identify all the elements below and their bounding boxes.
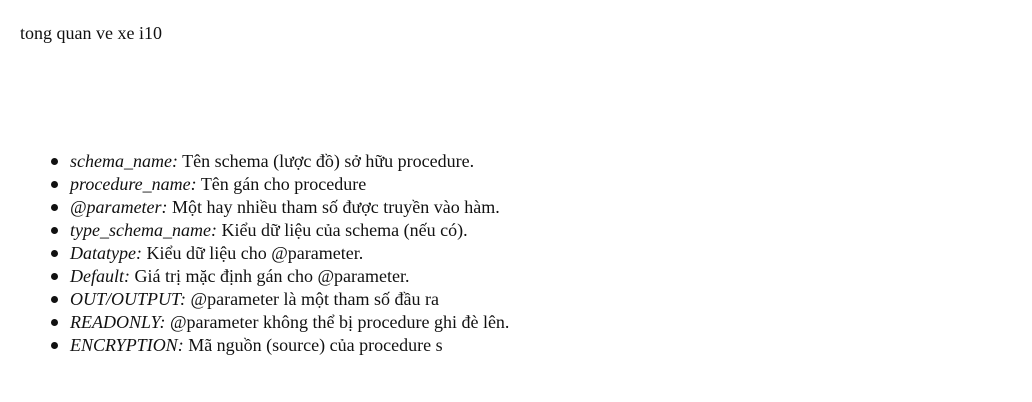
bullet-icon — [51, 296, 58, 303]
parameter-term: READONLY: — [70, 312, 166, 332]
bullet-icon — [51, 158, 58, 165]
parameter-term: Datatype: — [70, 243, 142, 263]
parameter-term: OUT/OUTPUT: — [70, 289, 187, 309]
bullet-icon — [51, 273, 58, 280]
parameter-term: type_schema_name: — [70, 220, 217, 240]
bullet-icon — [51, 204, 58, 211]
list-item-datatype — [70, 242, 509, 265]
bullet-icon — [51, 342, 58, 349]
list-item-schema-name — [70, 150, 509, 173]
parameter-description: Tên schema (lược đồ) sở hữu procedure. — [182, 151, 475, 171]
bullet-icon — [51, 181, 58, 188]
list-item-type-schema-name — [70, 219, 509, 242]
parameter-description: Giá trị mặc định gán cho @parameter. — [134, 266, 410, 286]
parameter-description: Tên gán cho procedure — [200, 174, 367, 194]
parameter-description: @parameter không thể bị procedure ghi đè lên. — [169, 312, 510, 332]
parameter-description: Mã nguồn (source) của procedure s — [188, 335, 443, 355]
parameter-description: Kiểu dữ liệu của schema (nếu có). — [221, 220, 468, 240]
parameter-term: @parameter: — [70, 197, 168, 217]
list-item-parameter — [70, 196, 509, 219]
parameter-term: ENCRYPTION: — [70, 335, 184, 355]
parameter-description: Một hay nhiều tham số được truyền vào hàm. — [172, 197, 500, 217]
list-item-output — [70, 288, 509, 311]
parameter-description: @parameter là một tham số đầu ra — [190, 289, 440, 309]
parameter-term: procedure_name: — [70, 174, 197, 194]
bullet-icon — [51, 319, 58, 326]
parameter-list — [0, 150, 509, 357]
list-item-procedure-name — [70, 173, 509, 196]
list-item-default — [70, 265, 509, 288]
parameter-term: Default: — [70, 266, 130, 286]
parameter-term: schema_name: — [70, 151, 178, 171]
parameter-description: Kiểu dữ liệu cho @parameter. — [146, 243, 364, 263]
list-item-readonly — [70, 311, 509, 334]
bullet-icon — [51, 227, 58, 234]
bullet-icon — [51, 250, 58, 257]
list-item-encryption — [70, 334, 509, 357]
page-title: tong quan ve xe i10 — [20, 23, 162, 43]
